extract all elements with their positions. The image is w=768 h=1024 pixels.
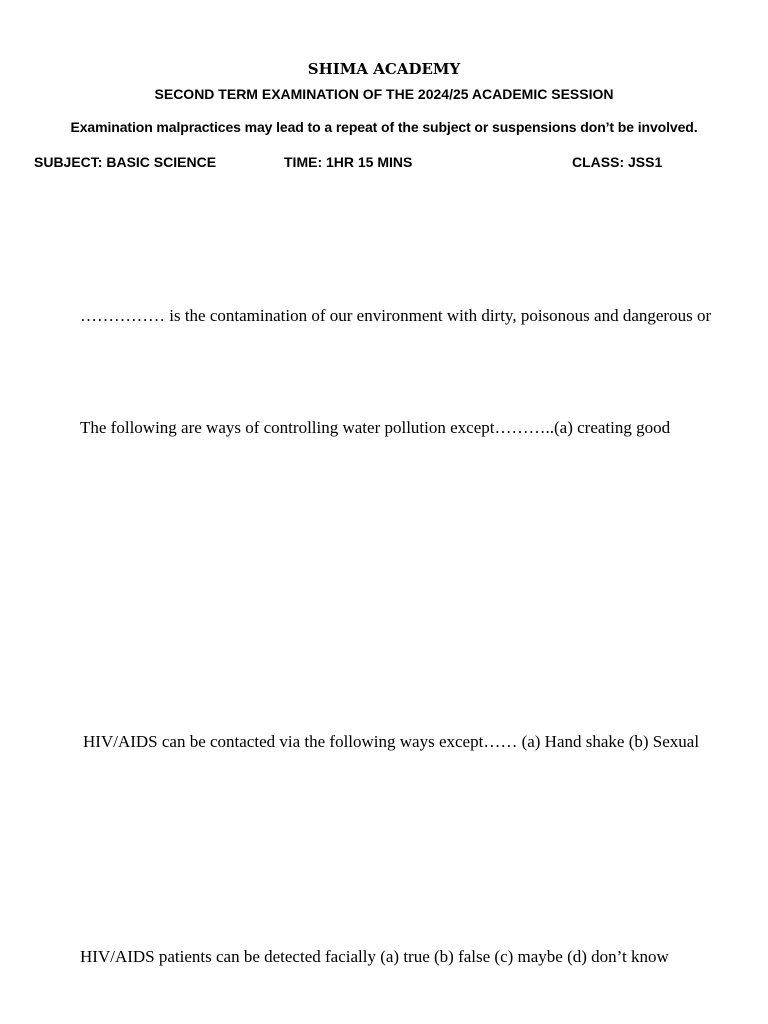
time-label: TIME: 1HR 15 MINS [284,154,413,170]
school-name: SHIMA ACADEMY [307,60,461,78]
subject-label: SUBJECT: BASIC SCIENCE [34,154,217,170]
malpractice-warning: Examination malpractices may lead to a repeat of the subject or suspensions don’t be involved. [70,119,698,135]
question-text: HIV/AIDS patients can be detected facially (a) true (b) false (c) maybe (d) don’t know [80,947,669,966]
question-text: HIV/AIDS can be contacted via the following ways except…… (a) Hand shake (b) Sexual [83,732,700,751]
exam-title: SECOND TERM EXAMINATION OF THE 2024/25 ACADEMIC SESSION [154,86,614,102]
class-label: CLASS: JSS1 [572,154,663,170]
question-text: …………… is the contamination of our environment with dirty, poisonous and dangerous or [80,306,712,325]
question-text: The following are ways of controlling water pollution except………..(a) creating good [80,418,671,437]
